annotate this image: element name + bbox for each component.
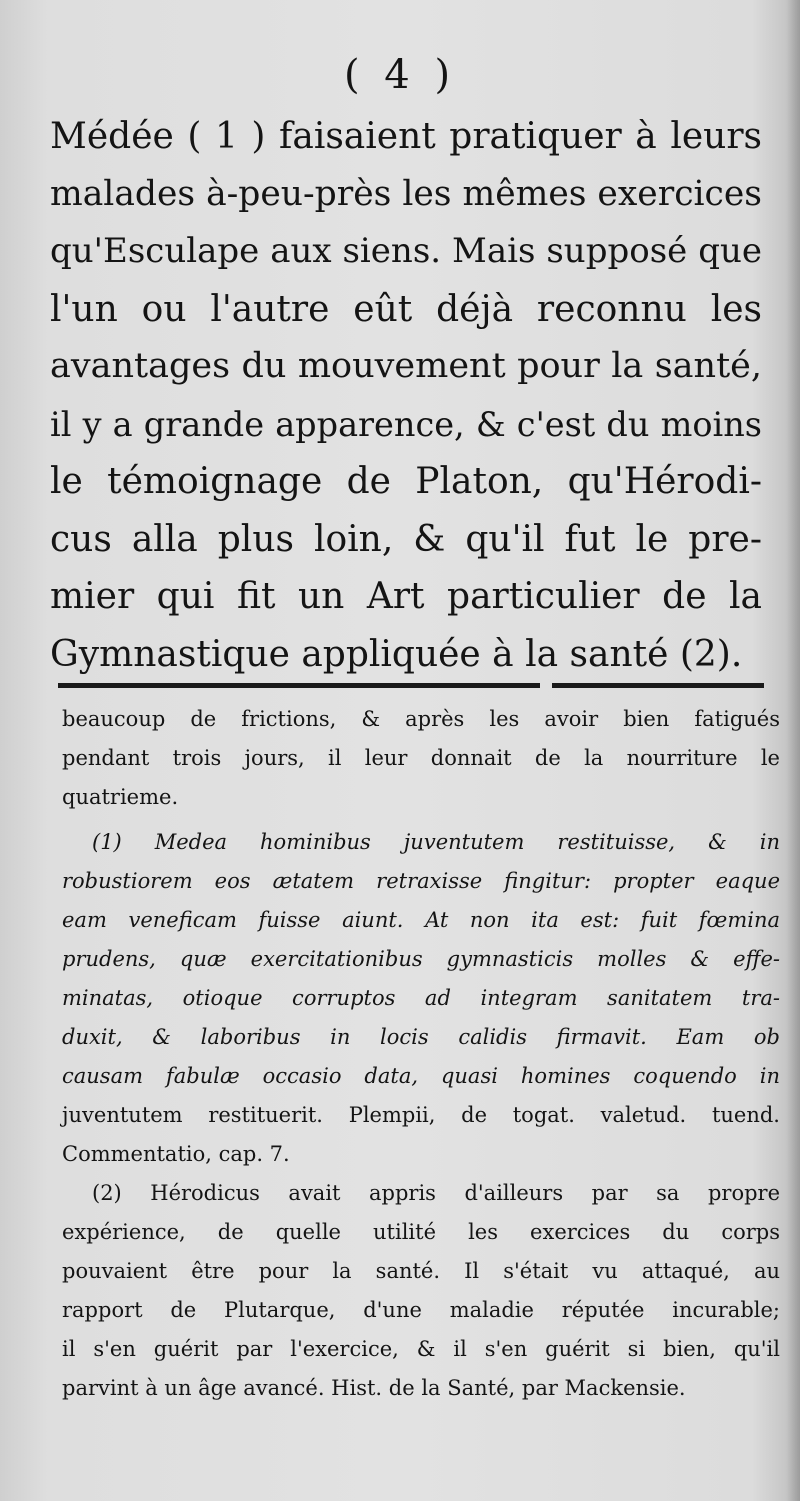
main-text <box>50 108 762 683</box>
main-text-line: l'un ou l'autre eût déjà reconnu les <box>50 288 762 330</box>
footnote-line: quatrieme. <box>62 785 179 809</box>
footnote-line: duxit, & laboribus in locis calidis firmavit. Eam ob <box>62 1025 780 1049</box>
footnote-line: beaucoup de frictions, & après les avoir bien fatigués <box>62 707 780 731</box>
main-text-line: Gymnastique appliquée à la santé (2). <box>50 633 743 675</box>
main-text-line: Médée ( 1 ) faisaient pratiquer à leurs <box>50 116 762 157</box>
main-text-line: il y a grande apparence, & c'est du moins <box>50 404 762 444</box>
footnote-line: minatas, otioque corruptos ad integram sanitatem tra- <box>62 986 780 1010</box>
page-number: ( 4 ) <box>343 52 457 98</box>
footnote-line: pendant trois jours, il leur donnait de la nourriture le <box>62 746 780 770</box>
rule-break <box>540 682 552 689</box>
footnote-line: (2) Hérodicus avait appris d'ailleurs par sa propre <box>92 1181 780 1205</box>
footnote-line: causam fabulæ occasio data, quasi homines coquendo in <box>62 1064 780 1088</box>
footnotes <box>62 700 780 1408</box>
footnote-continuation <box>62 700 780 817</box>
main-text-line: avantages du mouvement pour la santé, <box>50 346 762 386</box>
footnote-line: rapport de Plutarque, d'une maladie réputée incurable; <box>62 1298 780 1322</box>
footnote-line: eam veneficam fuisse aiunt. At non ita est: fuit fœmina <box>62 908 780 932</box>
main-text-line: cus alla plus loin, & qu'il fut le pre- <box>50 518 762 560</box>
footnote-line: juventutem restituerit. Plempii, de togat. valetud. tuend. <box>62 1103 780 1127</box>
footnote-line: pouvaient être pour la santé. Il s'était vu attaqué, au <box>62 1259 780 1283</box>
footnote-1 <box>62 823 780 1174</box>
main-text-line: qu'Esculape aux siens. Mais supposé que <box>50 231 762 271</box>
footnote-line: (1) Medea hominibus juventutem restituisse, & in <box>92 830 780 854</box>
footnote-line: il s'en guérit par l'exercice, & il s'en guérit si bien, qu'il <box>62 1337 780 1361</box>
main-text-line: le témoignage de Platon, qu'Hérodi- <box>50 461 762 502</box>
footnote-line: prudens, quæ exercitationibus gymnasticis molles & effe- <box>62 947 780 971</box>
footnote-2 <box>62 1174 780 1408</box>
footnote-line: Commentatio, cap. 7. <box>62 1142 290 1166</box>
footnote-line: robustiorem eos ætatem retraxisse fingitur: propter eaque <box>62 869 780 893</box>
footnote-line: parvint à un âge avancé. Hist. de la Santé, par Mackensie. <box>62 1376 686 1400</box>
footnote-separator-rule <box>58 683 764 688</box>
page-edge-shadow <box>786 0 800 1501</box>
footnote-line: expérience, de quelle utilité les exercices du corps <box>62 1220 780 1244</box>
main-text-line: mier qui fit un Art particulier de la <box>50 576 762 617</box>
main-text-line: malades à-peu-près les mêmes exercices <box>50 173 762 214</box>
